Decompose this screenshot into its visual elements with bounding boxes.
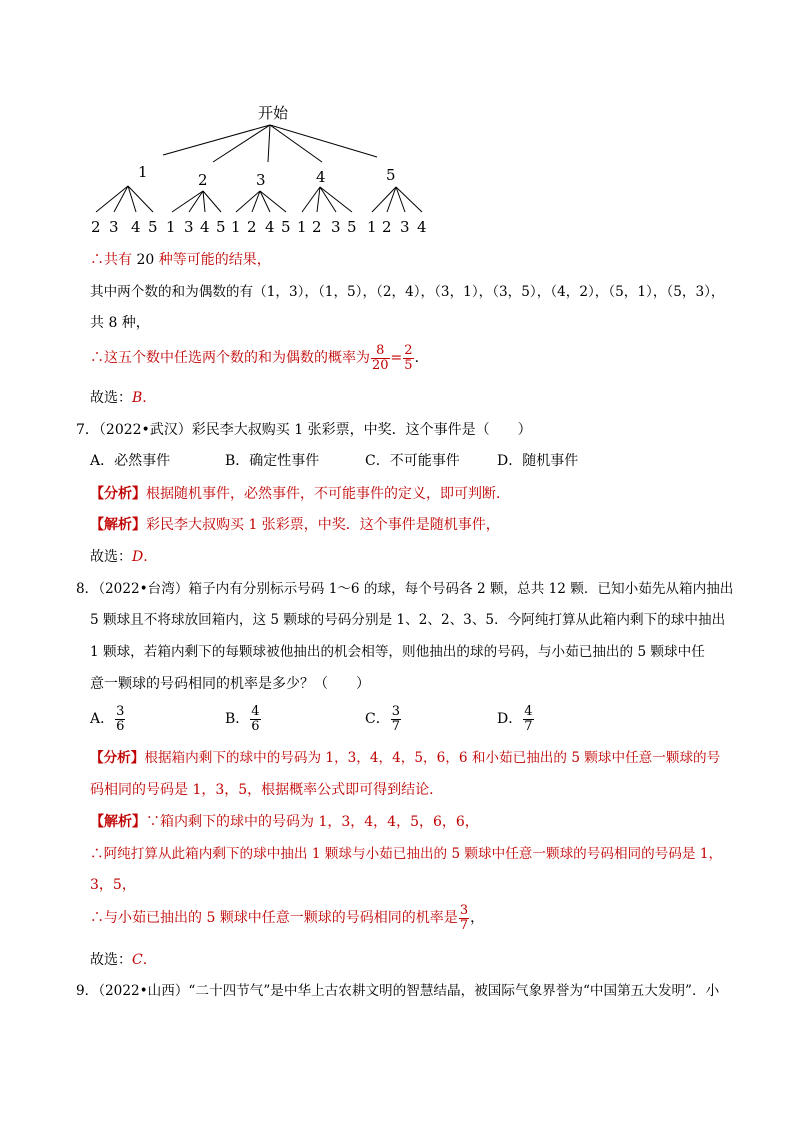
fraction: $\frac{8}{20}$ xyxy=(372,342,389,373)
tree-leaf: 5 xyxy=(216,218,226,236)
q7-solution: 【解析】彩民李大叔购买 1 张彩票，中奖．这个事件是随机事件， xyxy=(90,517,500,533)
tree-leaf: 2 xyxy=(91,218,101,236)
q8-option-c: C． $\frac{3}{7}$ xyxy=(365,703,400,734)
tree-leaf: 2 xyxy=(312,218,322,236)
q8-stem-line: 8．（2022•台湾）箱子内有分别标示号码 1～6 的球，每个号码各 2 颗，总共 12 颗．已知小茹先从箱内抽出 xyxy=(76,581,734,597)
tree-leaf: 3 xyxy=(331,218,341,236)
q7-option-c: C．不可能事件 xyxy=(365,453,460,469)
tree-branch: 1 xyxy=(138,163,148,181)
tree-leaf: 2 xyxy=(382,218,392,236)
q8-option-d: D． $\frac{4}{7}$ xyxy=(497,703,533,734)
q7-option-a: A．必然事件 xyxy=(90,453,171,469)
tree-leaf: 2 xyxy=(247,218,257,236)
tree-leaf: 5 xyxy=(347,218,357,236)
q8-solution-line: ∴阿纯打算从此箱内剩下的球中抽出 1 颗球与小茹已抽出的 5 颗球中任意一颗球的号码相同的号码是 1， xyxy=(90,846,723,862)
tree-leaf: 3 xyxy=(109,218,119,236)
q8-option-b: B． $\frac{4}{6}$ xyxy=(225,703,260,734)
q8-probability-line: ∴与小茹已抽出的 5 颗球中任意一颗球的号码相同的机率是 $\frac{3}{7}$ ， xyxy=(90,902,485,933)
tree-branch: 2 xyxy=(198,171,208,189)
q8-stem-line: 5 颗球且不将球放回箱内，这 5 颗球的号码分别是 1、2、2、3、5．今阿纯打算从此箱内剩下的球中抽出 xyxy=(90,612,726,628)
fraction: $\frac{3}{6}$ xyxy=(116,703,125,734)
tree-branch: 5 xyxy=(386,166,396,184)
tree-leaf: 1 xyxy=(297,218,307,236)
q8-solution: 【解析】∵箱内剩下的球中的号码为 1，3，4，4，5，6，6， xyxy=(90,814,479,830)
tree-lines xyxy=(0,0,794,240)
tree-leaf: 4 xyxy=(265,218,275,236)
tree-leaf: 1 xyxy=(231,218,241,236)
q6-probability-line: ∴这五个数中任选两个数的和为偶数的概率为 $\frac{8}{20}$ = $\frac{2}{5}$ . xyxy=(90,342,420,373)
fraction: $\frac{2}{5}$ xyxy=(404,342,413,373)
q7-option-d: D．随机事件 xyxy=(497,453,579,469)
tree-leaf: 3 xyxy=(400,218,410,236)
q8-stem-line: 意一颗球的号码相同的机率是多少？（ ） xyxy=(90,676,370,692)
q8-stem-line: 1 颗球，若箱内剩下的每颗球被他抽出的机会相等，则他抽出的球的号码，与小茹已抽出的 5 颗球中任 xyxy=(90,644,705,660)
q6-answer: 故选：B. xyxy=(90,390,147,406)
q8-solution-line: 3，5， xyxy=(90,877,136,893)
q8-option-a: A． $\frac{3}{6}$ xyxy=(90,703,125,734)
q6-line3: 共 8 种， xyxy=(90,315,150,331)
tree-leaf: 5 xyxy=(148,218,158,236)
tree-leaf: 4 xyxy=(131,218,141,236)
tree-leaf: 5 xyxy=(281,218,291,236)
fraction: $\frac{4}{6}$ xyxy=(251,703,260,734)
tree-leaf: 1 xyxy=(166,218,176,236)
q8-answer: 故选：C. xyxy=(90,952,148,968)
q6-line1: ∴共有 20 种等可能的结果， xyxy=(90,252,271,268)
tree-leaf: 1 xyxy=(367,218,377,236)
q7-stem: 7．（2022•武汉）彩民李大叔购买 1 张彩票，中奖．这个事件是（ ） xyxy=(76,422,532,438)
tree-leaf: 4 xyxy=(200,218,210,236)
q8-analysis-cont: 码相同的号码是 1，3，5，根据概率公式即可得到结论． xyxy=(90,782,444,798)
q8-analysis: 【分析】根据箱内剩下的球中的号码为 1，3，4，4，5，6，6 和小茹已抽出的 5 颗球中任意一颗球的号 xyxy=(90,750,721,766)
q7-option-b: B．确定性事件 xyxy=(225,453,320,469)
tree-root: 开始 xyxy=(258,104,289,122)
fraction: $\frac{3}{7}$ xyxy=(459,902,469,933)
tree-branch: 3 xyxy=(256,171,266,189)
tree-leaf: 3 xyxy=(184,218,194,236)
q7-analysis: 【分析】根据随机事件，必然事件，不可能事件的定义，即可判断． xyxy=(90,486,510,502)
tree-branch: 4 xyxy=(316,168,326,186)
q7-answer: 故选：D. xyxy=(90,549,148,565)
fraction: $\frac{4}{7}$ xyxy=(524,703,533,734)
q6-line2: 其中两个数的和为偶数的有（1，3），（1，5），（2，4），（3，1），（3，5），（4，2），（5，1），（5，3）， xyxy=(90,284,725,300)
q9-stem-line: 9．（2022•山西）“二十四节气”是中华上古农耕文明的智慧结晶，被国际气象界誉为“中国第五大发明”．小 xyxy=(76,983,720,999)
tree-leaf: 4 xyxy=(417,218,427,236)
fraction: $\frac{3}{7}$ xyxy=(391,703,400,734)
